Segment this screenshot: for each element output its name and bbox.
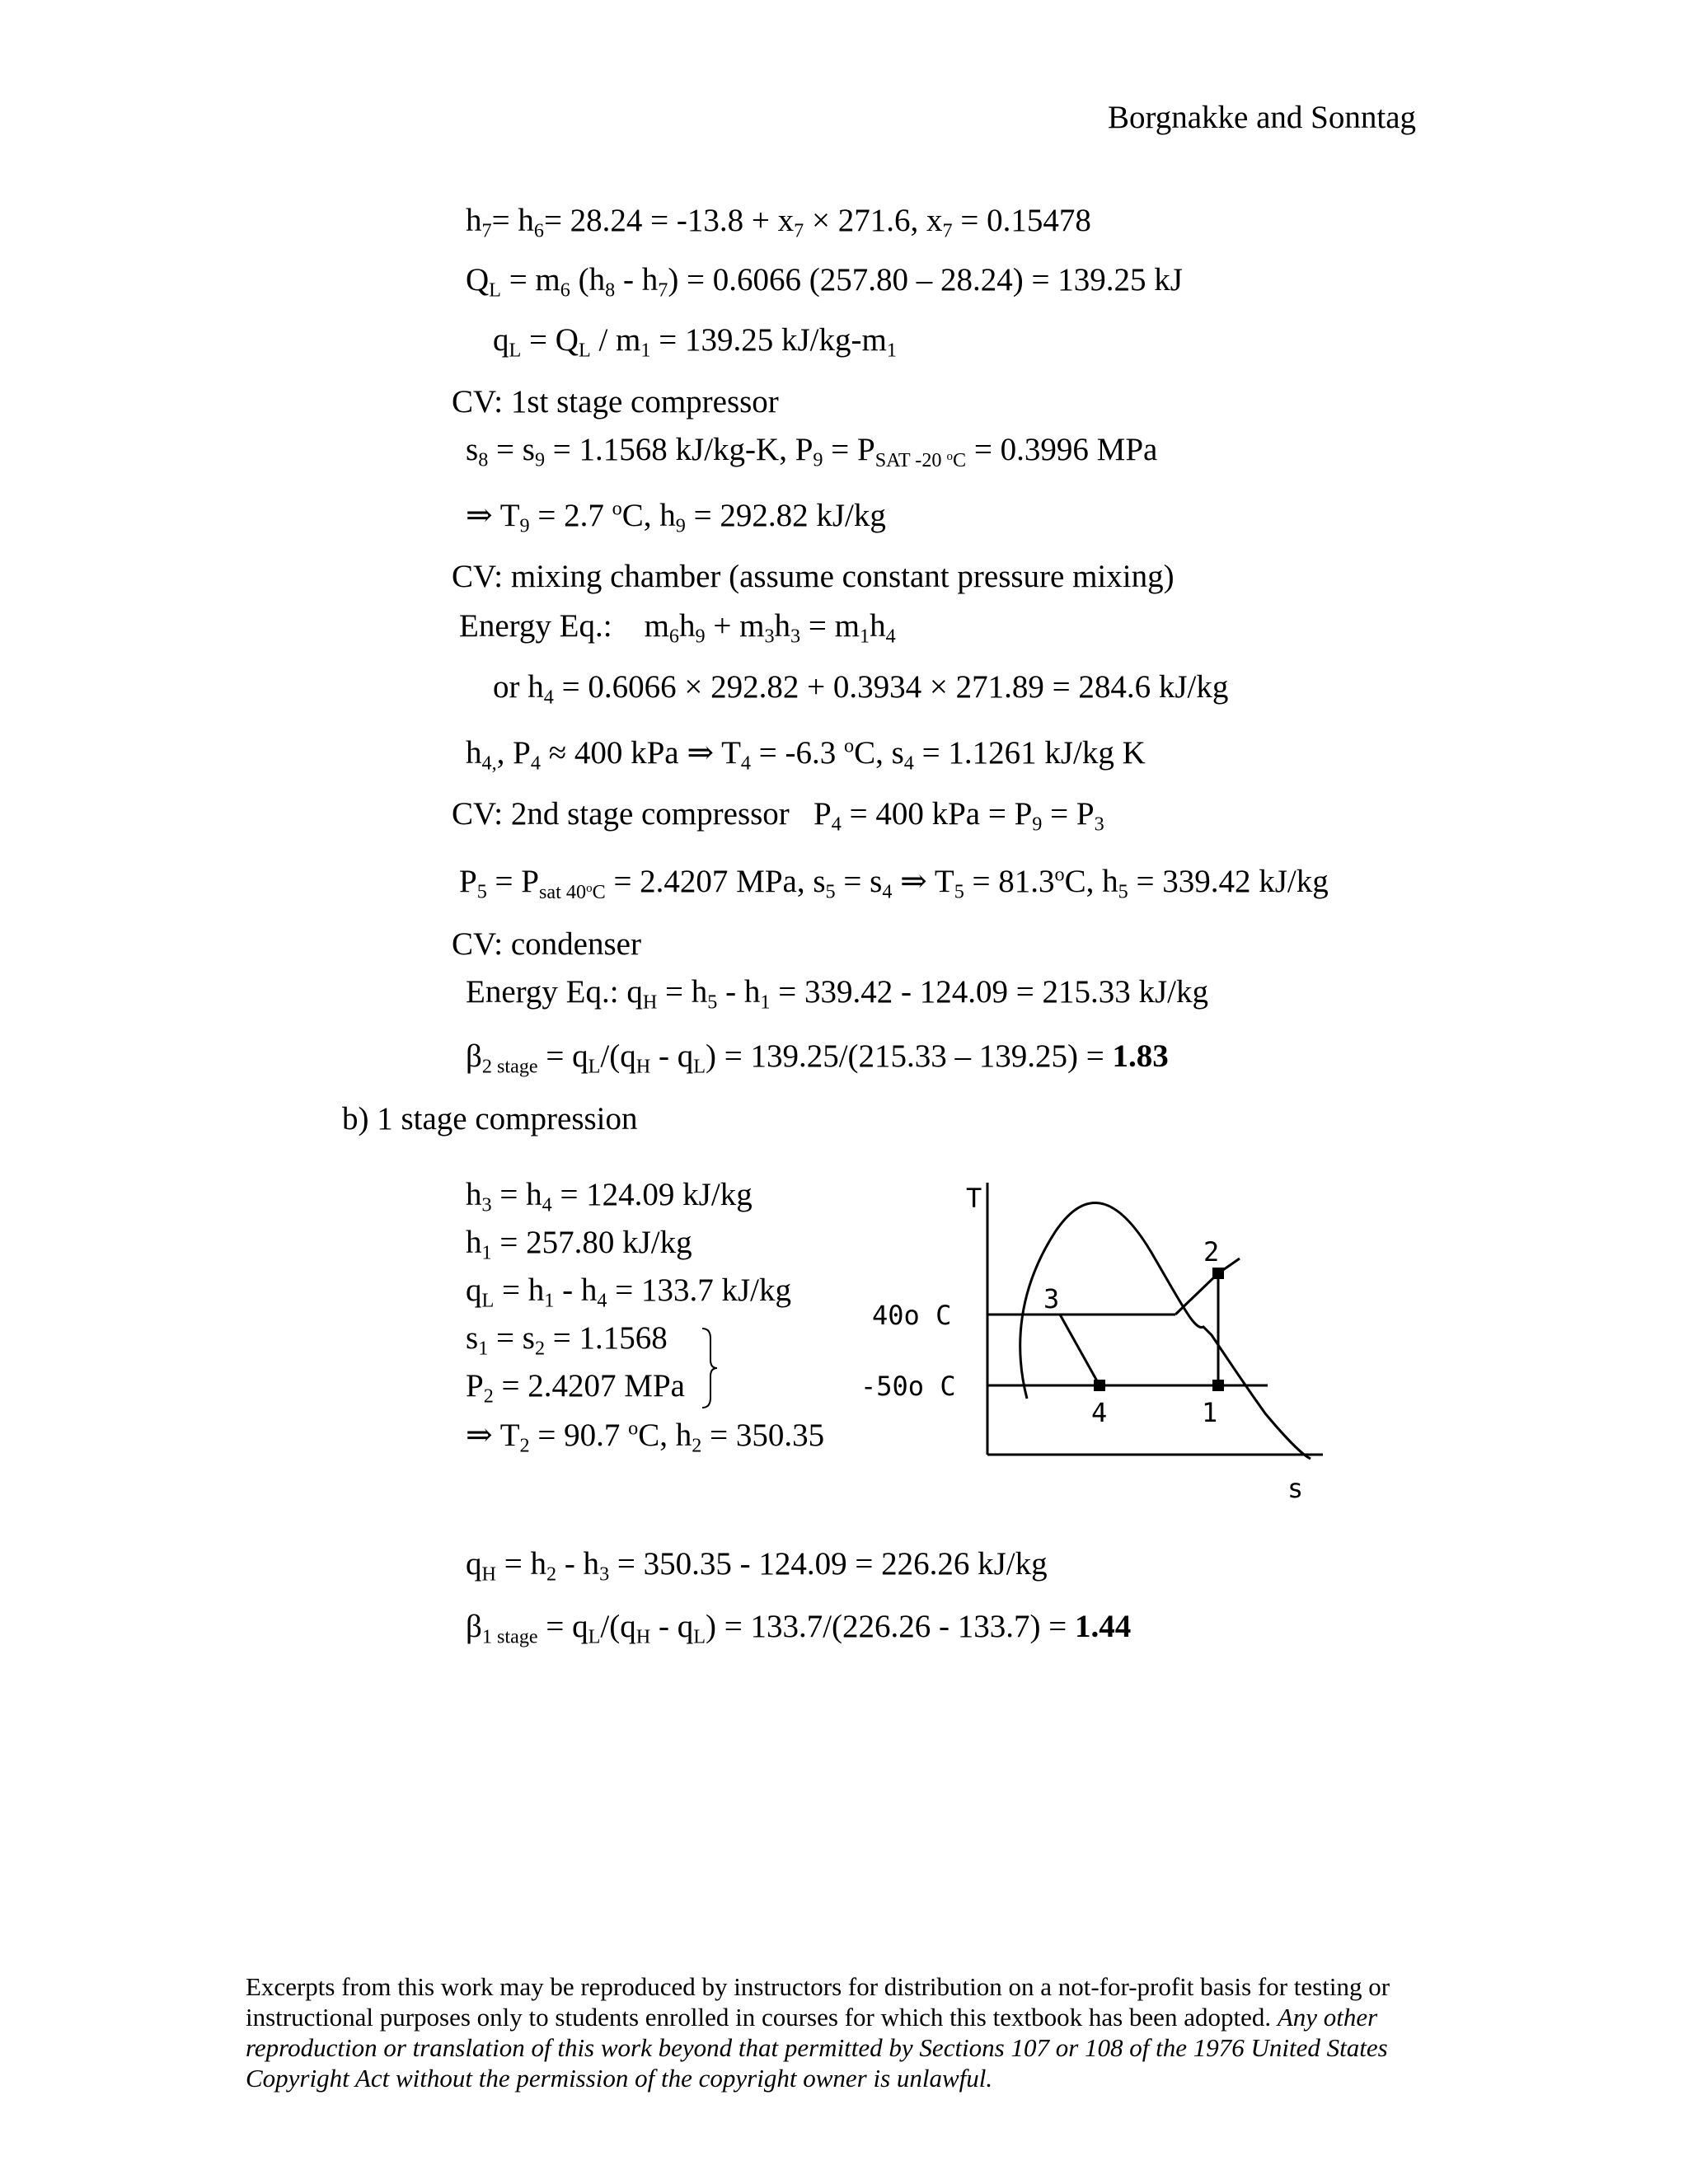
equation-qL-single: $q_L = h_1 - h_4 = 133.7$ kJ/kg [466,1272,791,1312]
equation-QL: $Q_L = m_6$ $(h_8 - h_7) = 0.6066$ (257.80 – 28.24) = 139.25 kJ [466,262,1183,302]
cv-second-stage-heading: CV: 2nd stage compressor $P_4 = 400$ kPa = $P_9 = P_3$ [452,796,1104,836]
cycle-superheat-line [1175,1273,1218,1315]
point-2-label: 2 [1203,1236,1220,1268]
footer-italic-text: Any other reproduction or translation of this work beyond that permitted by Sections 107 or 108 of the 1976 United States Copyright Act without the permission of the copyright owner is unlawful. [246,2003,1388,2093]
part-b-heading: b) 1 stage compression [342,1101,638,1137]
equation-beta-1-stage: $\beta_{1 stage} = q_L/(q_H - q_L) = 133.7/(226.26 - 133.7) = 1.44$ [466,1609,1132,1648]
equation-s1: $s_1 = s_2 = 1.1568$ [466,1320,668,1360]
equation-s8: $s_8 = s_9 = 1.1568$ kJ/kg-K, $P_9 = P_{SAT -20 ^oC} = 0.3996$ MPa [466,432,1158,471]
state-point-2 [1212,1268,1224,1279]
point-4-label: 4 [1091,1397,1108,1428]
energy-equation-condenser: Energy Eq.: $q_H = h_5 - h_1 = 339.42 - 124.09 = 215.33$ kJ/kg [466,974,1208,1014]
equation-T4: $h_{4,}$, $P_4 \approx 400$ kPa ⇒ $T_4 = -6.3$ $^o$C, $s_4 = 1.1261$ kJ/kg K [466,734,1146,775]
temp-high-label: 40o C [872,1300,952,1331]
equation-beta-2-stage: $\beta_{2 stage} = q_L/(q_H - q_L) = 139.25/(215.33 - 139.25) = 1.83$ [466,1038,1169,1078]
point-1-label: 1 [1202,1397,1218,1428]
equation-h3: $h_3 = h_4 = 124.09$ kJ/kg [466,1177,753,1216]
cv-condenser-heading: CV: condenser [452,926,641,962]
equation-T9: ⇒ $T_9 = 2.7$ $^o$C, $h_9 = 292.82$ kJ/kg [466,497,886,537]
equation-P5: $P_5 = P_{sat 40^oC} = 2.4207$ MPa, $s_5 = s_4$ ⇒ $T_5 = 81.3^oC$, $h_5 = 339.42$ kJ/kg [459,863,1329,903]
state-point-4 [1094,1380,1105,1391]
copyright-footer [246,1971,1449,2093]
right-brace [699,1327,720,1409]
equation-h1: $h_1 = 257.80$ kJ/kg [466,1225,692,1264]
cv-mixing-heading: CV: mixing chamber (assume constant pressure mixing) [452,559,1175,594]
equation-h7: $h_7= h_6= 28.24 = -13.8 + x_7 \times 271.6$, $x_7 = 0.15478$ [466,203,1091,242]
t-axis-label: T [966,1183,982,1214]
cycle-expansion [1060,1315,1100,1385]
equation-P2: $P_2 = 2.4207$ MPa [466,1368,685,1408]
equation-T2: ⇒ $T_2 = 90.7$ $^o$C, $h_2 = 350.35$ [466,1417,825,1457]
equation-qL: $q_L = Q_L / m_1 = 139.25$ $kJ/kg-m_1$ [493,322,897,362]
ts-diagram [860,1166,1335,1512]
state-point-1 [1212,1380,1224,1391]
saturation-dome [1020,1202,1311,1459]
s-axis-label: s [1287,1473,1304,1504]
cv-first-stage-heading: CV: 1st stage compressor [452,384,779,419]
footer-text: Excerpts from this work may be reproduced by instructors for distribution on a not-for-profit basis for testing or instructional purposes only to students enrolled in courses for which this textbook has been adopted. [246,1972,1390,2032]
page-header: Borgnakke and Sonntag [1107,100,1416,135]
temp-low-label: -50o C [860,1371,956,1402]
energy-equation-mixing: Energy Eq.: $m_6h_9 + m_3h_3 = m_1h_4$ [459,608,896,648]
point-3-label: 3 [1043,1283,1060,1315]
equation-qH-single: $q_H = h_2 - h_3 = 350.35 - 124.09 = 226.26$ kJ/kg [466,1546,1048,1586]
equation-h4: or $h_4 = 0.6066 \times 292.82 + 0.3934 \times 271.89 = 284.6$ kJ/kg [493,669,1229,709]
